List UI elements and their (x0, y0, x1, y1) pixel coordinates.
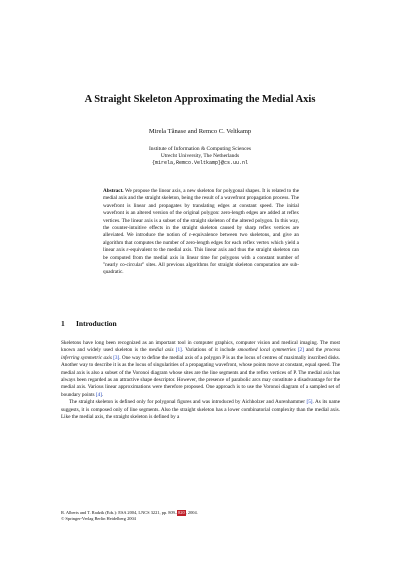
paragraph (61, 340, 340, 399)
page-footer (61, 510, 340, 522)
citation-link[interactable]: [3] (113, 354, 120, 361)
copyright-notice: © Springer-Verlag Berlin Heidelberg 2004 (61, 516, 136, 521)
citation-link[interactable]: [5] (306, 399, 313, 406)
author-affiliation (60, 146, 340, 167)
text-run: The straight skeleton is defined only for polygonal figures and was introduced by Aichholzer and Aurenhammer (69, 399, 307, 406)
text-run: Skeletons have long been recognized as an important tool in computer graphics, computer vision and medical imaging. The most known and widely used skeleton is the (61, 340, 340, 354)
abstract (103, 188, 299, 277)
affiliation-institute: Institute of Information & Computing Sciences (149, 146, 251, 152)
citation-link[interactable]: [1] (175, 347, 182, 354)
paper-authors: Mirela Tănase and Remco C. Veltkamp (148, 128, 252, 135)
text-run: and the (303, 347, 325, 354)
abstract-text: We propose the linear axis, a new skeleton for polygonal shapes. It is related to the medial axis and the straight skeleton, being the result of a wavefront propagation process. The wavefront is linear and propagates by translating edges at constant speed. The initial wavefront is an altered version of the original polygon: zero-length edges are added at reflex vertices. The linear axis is a subset of the straight skeleton of the altered polygon. In this way, the counter-intuitive effects in the straight skeleton caused by sharp reflex vertices are alleviated. We introduce the notion of ε-equivalence between two skeletons, and give an algorithm that computes the number of zero-length edges for each reflex vertex which yield a linear axis ε-equivalent to the medial axis. This linear axis and thus the straight skeleton can be computed from the medial axis in linear time for polygons with a constant number of "nearly co-circular" sites. All previous algorithms for straight skeleton computation are sub-quadratic. (103, 188, 299, 276)
section-heading (61, 319, 341, 328)
citation-link[interactable]: [2] (297, 347, 304, 354)
text-run: . (101, 391, 104, 398)
term-smoothed-local-symmetries: smoothed local symmetries (237, 347, 296, 354)
affiliation-university: Utrecht University, The Netherlands (160, 153, 240, 159)
text-run: . As its name suggests, it is composed only of line segments. Also the straight skeleton has a lower combinatorial complexity than the medial axis. Like the medial axis, the straight skeleton is defined by a (61, 399, 340, 421)
text-run: . Variations of it include (181, 347, 238, 354)
body-text (61, 340, 340, 421)
text-run: R. Alberts and T. Radzik (Eds.): ESA 2004, LNCS 3221, pp. 809– (61, 510, 178, 515)
term-process-inferring-symmetric-axis: process inferring symmetric axis (61, 347, 340, 361)
text-run: . One way to define the medial axis of a polygon P is as the locus of centres of maximally inscribed disks. Another way to describe it is as the locus of singularities of a propagating wavefront, whose points move at constant, equal speed. The medial axis is also a subset of the Voronoi diagram whose sites are the line segments and the reflex vertices of P. The medial axis has always been regarded as an attractive shape descriptor. However, the presence of parabolic arcs may constitute a disadvantage for the medial axis. Various linear approximations were therefore proposed. One approach is to use the Voronoi diagram of a sampled set of boundary points (61, 354, 341, 398)
section-number: 1 (61, 319, 65, 328)
citation-link[interactable]: [4] (95, 391, 102, 398)
paragraph (61, 399, 340, 421)
term-medial-axis: medial axis (148, 347, 174, 354)
paper-title: A Straight Skeleton Approximating the Medial Axis (84, 94, 316, 105)
page-range-link[interactable]: 820 (178, 510, 185, 515)
section-title: Introduction (76, 319, 117, 328)
abstract-label: Abstract. (103, 188, 124, 194)
text-run: , 2004. (185, 510, 198, 515)
author-emails: {mirela,Remco.Veltkamp}@cs.uu.nl (151, 160, 248, 166)
